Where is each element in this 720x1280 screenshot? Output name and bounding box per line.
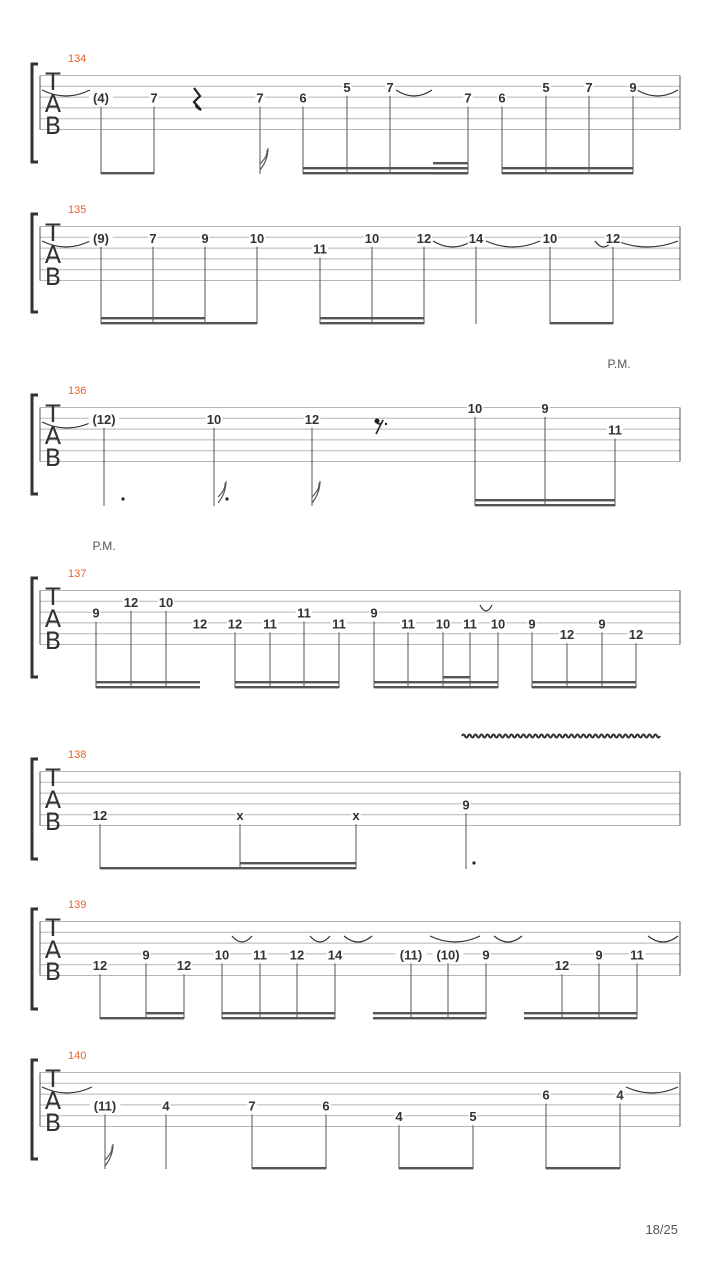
tab-clef-letter: A: [44, 786, 62, 814]
measure-number: 137: [68, 568, 87, 580]
fret-number: 9: [370, 605, 378, 621]
system-bracket: [32, 1060, 38, 1159]
tie-arc: [430, 936, 480, 942]
beam: [443, 676, 470, 678]
beam: [433, 167, 468, 169]
fret-number: x: [236, 808, 244, 824]
tie-arc: [310, 936, 330, 942]
beam: [100, 1017, 146, 1019]
beam: [374, 681, 498, 683]
fret-number: (11): [93, 1098, 117, 1114]
beam: [374, 686, 498, 688]
fret-number: 12: [176, 958, 192, 974]
fret-number: 12: [554, 958, 570, 974]
fret-number: (9): [93, 230, 109, 246]
beam: [524, 1017, 637, 1019]
fret-number: 11: [263, 616, 277, 632]
fret-number: 7: [464, 90, 472, 106]
beam: [320, 322, 424, 324]
tie-arc: [396, 90, 432, 96]
fret-number: 9: [541, 401, 549, 416]
tab-clef-letter: A: [44, 936, 62, 964]
rest-icon: [375, 419, 380, 424]
fret-number: 11: [401, 616, 415, 632]
fret-number: 12: [123, 594, 139, 610]
tab-clef-letter: A: [44, 605, 62, 633]
fret-number: 10: [542, 230, 558, 246]
rest-icon: [194, 88, 201, 110]
tie-arc: [433, 241, 472, 247]
beam: [96, 681, 200, 683]
fret-number: 11: [630, 947, 644, 963]
fret-number: 4: [162, 1098, 170, 1114]
fret-number: 9: [528, 616, 536, 632]
fret-number: 10: [249, 230, 265, 246]
system-bracket: [32, 578, 38, 677]
tab-clef-letter: B: [44, 112, 62, 140]
fret-number: x: [352, 808, 360, 824]
beam: [532, 681, 636, 683]
tab-clef-letter: B: [44, 808, 62, 836]
tie-arc: [486, 241, 540, 247]
beam: [433, 172, 468, 174]
fret-number: 7: [248, 1098, 256, 1114]
tie-arc: [648, 936, 678, 942]
beam: [320, 317, 424, 319]
beam: [475, 504, 615, 506]
beam: [443, 686, 470, 688]
tab-system: [32, 1050, 680, 1169]
fret-number: 10: [467, 401, 483, 416]
fret-number: 10: [490, 616, 506, 632]
beam: [532, 686, 636, 688]
tie-arc: [344, 936, 372, 942]
fret-number: 12: [192, 616, 208, 632]
tab-clef-letter: T: [45, 219, 61, 247]
tie-arc: [637, 90, 678, 96]
fret-number: 12: [92, 958, 108, 974]
system-bracket: [32, 395, 38, 494]
tab-clef-letter: A: [44, 1087, 62, 1115]
tab-clef-letter: B: [44, 263, 62, 291]
fret-number: 6: [498, 90, 506, 106]
beam: [475, 499, 615, 501]
beam: [550, 322, 613, 324]
fret-number: 11: [332, 616, 346, 632]
fret-number: 4: [616, 1087, 624, 1103]
system-bracket: [32, 759, 38, 859]
measure-number: 134: [68, 53, 87, 65]
fret-number: 4: [395, 1109, 403, 1125]
tie-arc: [617, 241, 678, 247]
note-flag: [105, 1146, 112, 1160]
tab-clef-letter: T: [45, 914, 61, 942]
dot: [121, 497, 124, 500]
fret-number: 14: [327, 947, 343, 963]
beam: [146, 1017, 184, 1019]
beam: [222, 1017, 335, 1019]
beam: [546, 1167, 620, 1169]
vibrato-icon: [462, 735, 660, 738]
fret-number: 11: [463, 616, 477, 632]
fret-number: 5: [343, 79, 351, 95]
fret-number: 12: [92, 808, 108, 824]
fret-number: 7: [386, 79, 394, 95]
fret-number: (10): [436, 947, 460, 963]
fret-number: 9: [595, 947, 603, 963]
tie-arc: [494, 936, 522, 942]
fret-number: 9: [598, 616, 606, 632]
tab-system: [32, 539, 680, 688]
beam: [240, 862, 356, 864]
beam: [502, 172, 633, 174]
beam: [252, 1167, 326, 1169]
beam: [101, 172, 154, 174]
fret-number: 11: [608, 422, 622, 438]
tab-system: [32, 749, 680, 869]
beam: [433, 162, 468, 164]
fret-number: 5: [542, 79, 550, 95]
fret-number: 7: [149, 230, 157, 246]
fret-number: 7: [256, 90, 264, 106]
fret-number: 11: [297, 605, 311, 621]
fret-number: 12: [416, 230, 432, 246]
fret-number: 9: [92, 605, 100, 621]
beam: [222, 1012, 335, 1014]
tab-clef-letter: A: [44, 422, 62, 450]
beam: [235, 686, 339, 688]
fret-number: 10: [435, 616, 451, 632]
fret-number: 10: [364, 230, 380, 246]
beam: [146, 1012, 184, 1014]
fret-number: 9: [482, 947, 490, 963]
fret-number: 9: [462, 797, 470, 813]
beam: [101, 322, 205, 324]
tab-system: [32, 357, 680, 506]
tab-clef-letter: T: [45, 68, 61, 96]
tab-clef-letter: A: [44, 90, 62, 118]
beam: [399, 1167, 473, 1169]
tie-arc: [626, 1087, 678, 1093]
tab-clef-letter: T: [45, 764, 61, 792]
measure-number: 135: [68, 204, 87, 216]
fret-number: 6: [322, 1098, 330, 1114]
fret-number: 7: [585, 79, 593, 95]
fret-number: 6: [542, 1087, 550, 1103]
fret-number: 9: [629, 79, 637, 95]
tab-clef-letter: B: [44, 1109, 62, 1137]
fret-number: 12: [628, 627, 644, 643]
fret-number: 5: [469, 1109, 477, 1125]
tab-clef-letter: T: [45, 400, 61, 428]
fret-number: 10: [206, 411, 222, 427]
fret-number: (4): [93, 90, 109, 106]
fret-number: 12: [227, 616, 243, 632]
fret-number: (11): [399, 947, 423, 963]
note-flag: [260, 150, 267, 164]
note-flag: [312, 483, 319, 497]
palm-mute-label: P.M.: [92, 539, 116, 553]
fret-number: 11: [253, 947, 267, 963]
dot: [472, 861, 475, 864]
fret-number: 7: [150, 90, 158, 106]
tab-clef-letter: T: [45, 583, 61, 611]
measure-number: 136: [68, 385, 87, 397]
fret-number: 6: [299, 90, 307, 106]
beam: [100, 867, 240, 869]
fret-number: 12: [304, 411, 320, 427]
fret-number: 10: [214, 947, 230, 963]
dot: [385, 423, 387, 425]
tab-clef-letter: B: [44, 958, 62, 986]
beam: [235, 681, 339, 683]
fret-number: 10: [158, 594, 174, 610]
beam: [101, 317, 205, 319]
tie-arc: [480, 605, 492, 611]
tab-clef-letter: B: [44, 444, 62, 472]
tab-clef-letter: B: [44, 627, 62, 655]
beam: [373, 1012, 486, 1014]
beam: [373, 1017, 486, 1019]
fret-number: 9: [142, 947, 150, 963]
beam: [443, 681, 470, 683]
tie-arc: [232, 936, 252, 942]
fret-number: 12: [559, 627, 575, 643]
measure-number: 138: [68, 749, 87, 761]
measure-number: 140: [68, 1050, 87, 1062]
system-bracket: [32, 214, 38, 312]
fret-number: 12: [289, 947, 305, 963]
beam: [205, 322, 257, 324]
beam: [524, 1012, 637, 1014]
fret-number: 12: [605, 230, 621, 246]
system-bracket: [32, 64, 38, 162]
tab-system: [32, 899, 680, 1019]
measure-number: 139: [68, 899, 87, 911]
tab-system: [32, 53, 680, 174]
fret-number: (12): [92, 411, 116, 427]
beam: [502, 167, 633, 169]
system-bracket: [32, 909, 38, 1009]
note-flag: [218, 483, 225, 497]
fret-number: 11: [313, 241, 327, 257]
tab-clef-letter: T: [45, 1065, 61, 1093]
beam: [96, 686, 200, 688]
tab-clef-letter: A: [44, 241, 62, 269]
dot: [225, 497, 228, 500]
beam: [240, 867, 356, 869]
fret-number: 9: [201, 230, 209, 246]
tab-system: [32, 204, 680, 324]
palm-mute-label: P.M.: [607, 357, 631, 371]
page-number: 18/25: [645, 1222, 678, 1237]
fret-number: 14: [468, 230, 484, 246]
